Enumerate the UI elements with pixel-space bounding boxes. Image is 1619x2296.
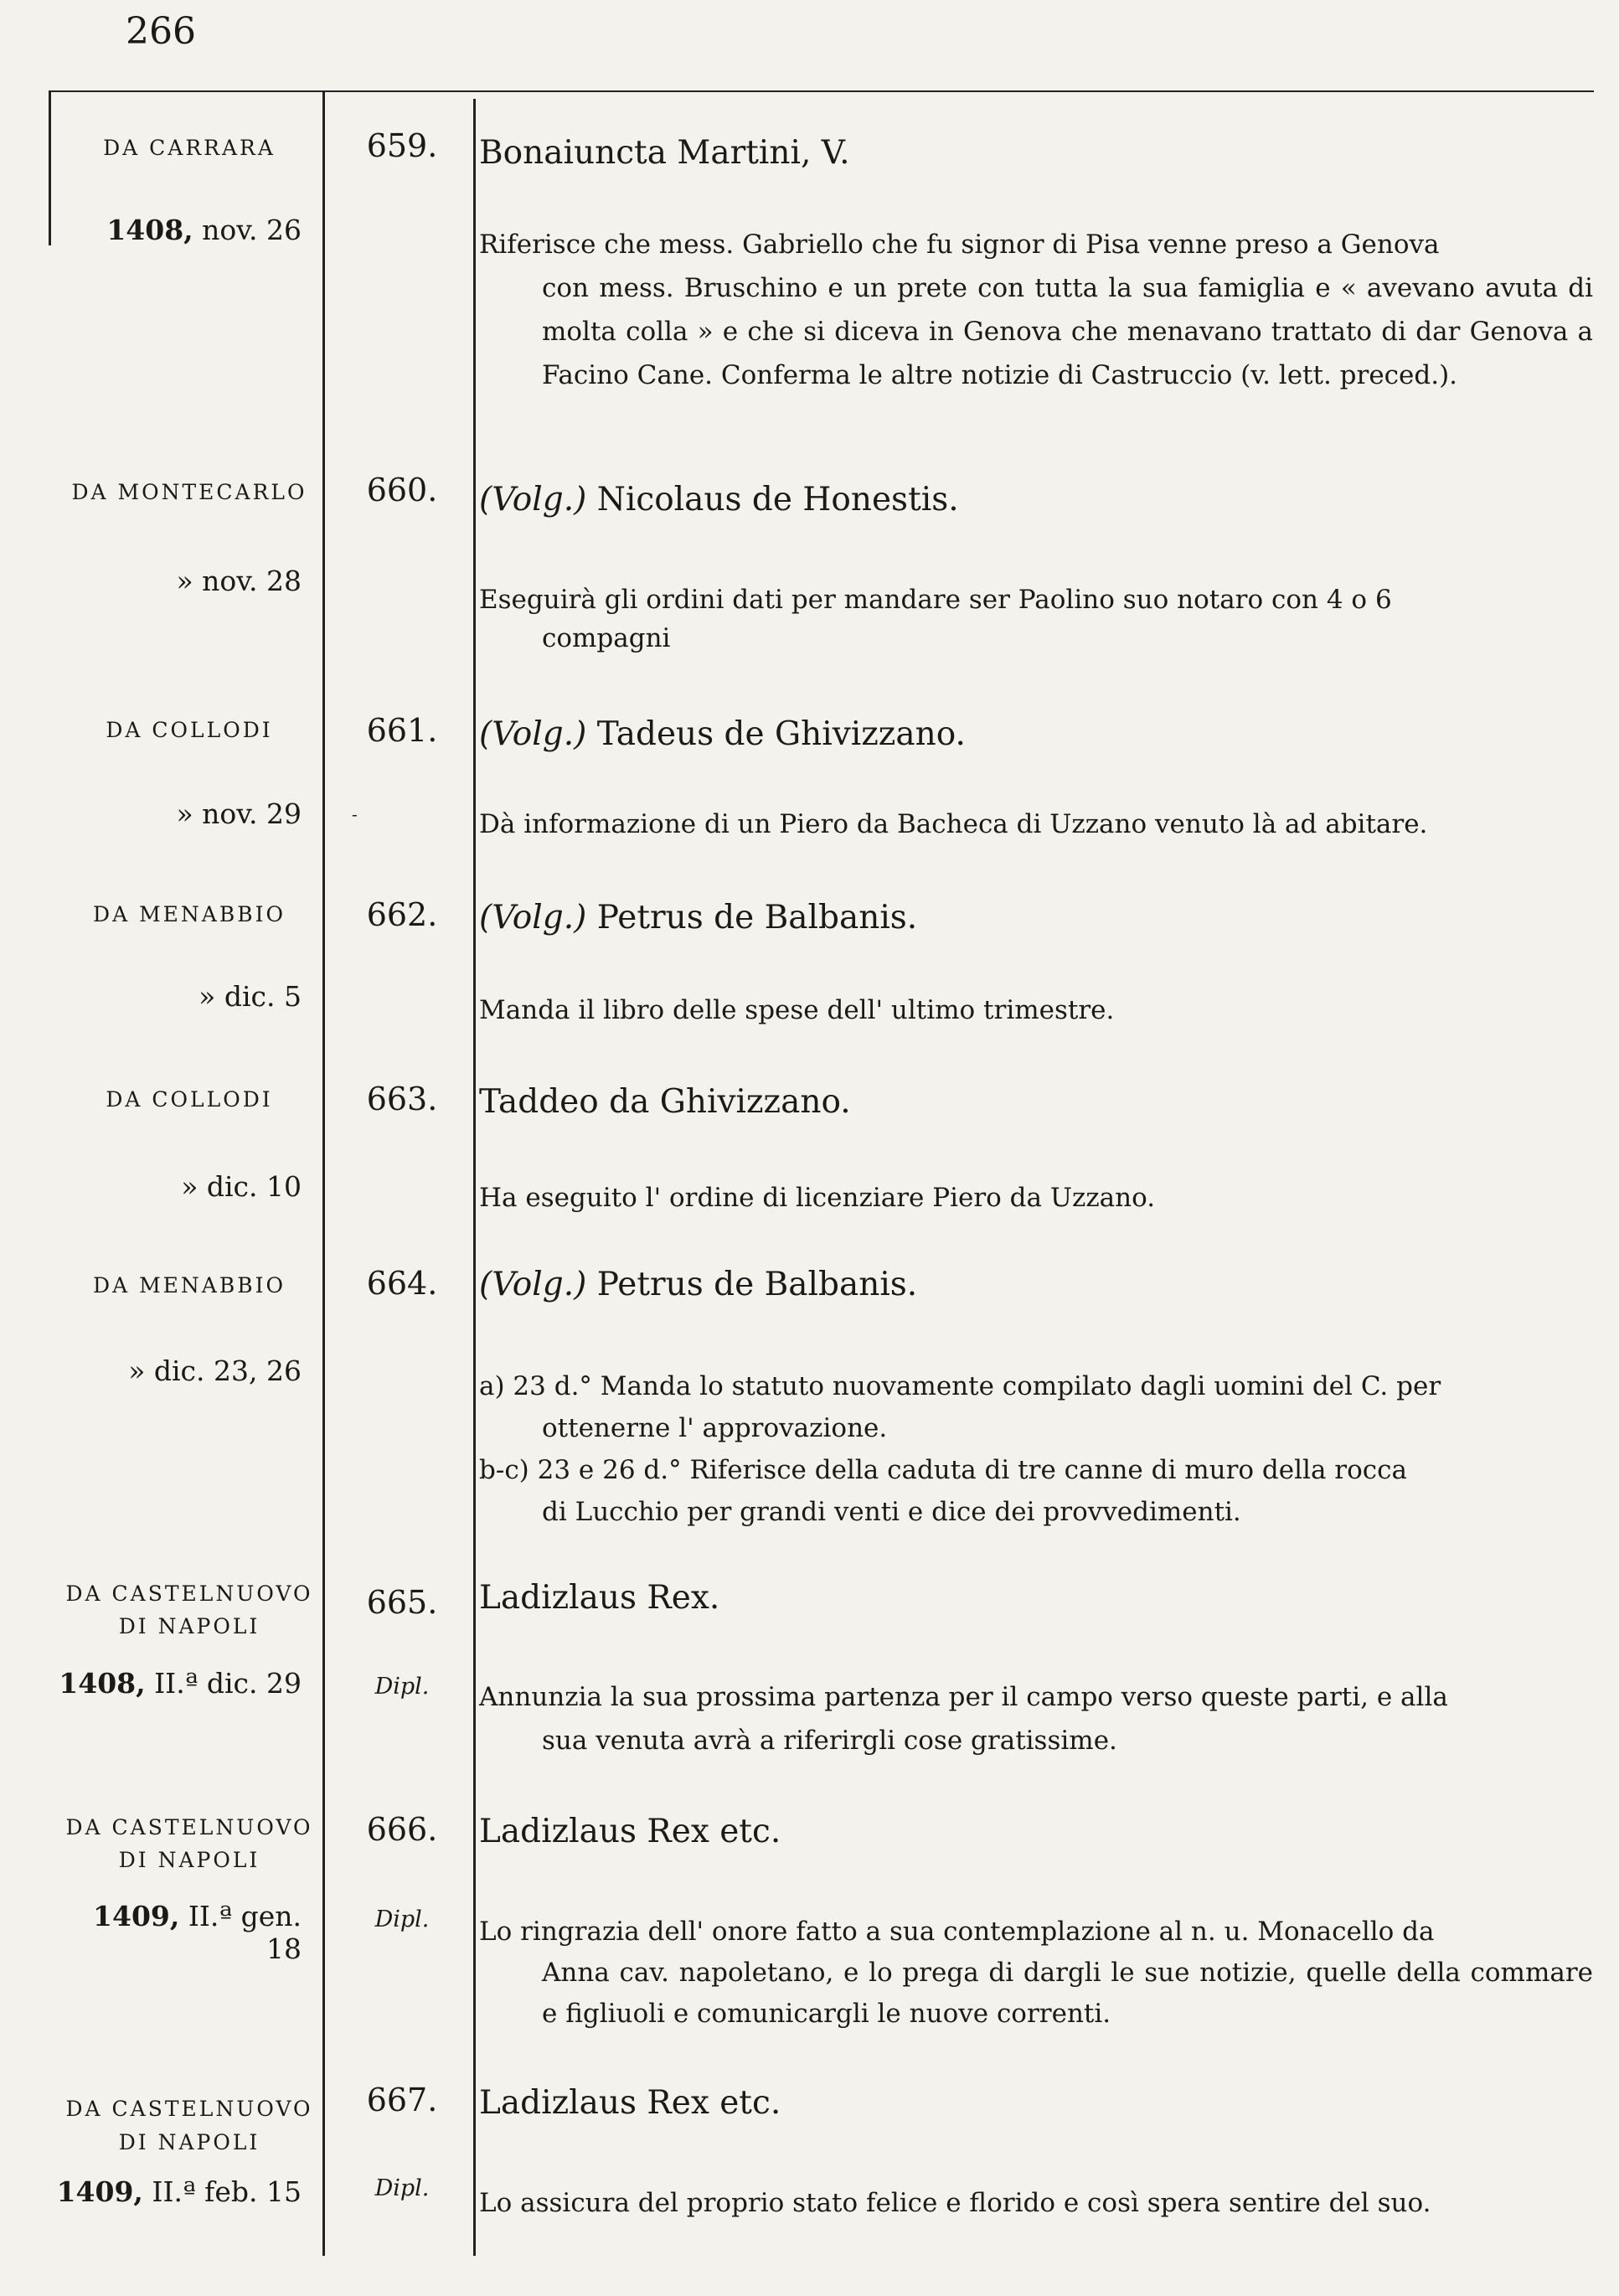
entry-sender: Ladizlaus Rex. [479,1579,720,1617]
entry-place-2: DI NAPOLI [118,1848,260,1872]
entry-number: 667. [366,2082,438,2118]
column-rule-date [322,90,325,2256]
entry-date: » dic. 23, 26 [128,1354,302,1387]
entry-number: 661. [366,712,438,749]
entry-place: DA COLLODI [106,718,273,742]
entry-number: 665. [366,1584,438,1621]
entry-place: DA CASTELNUOVO [65,1581,313,1606]
entry-date: » nov. 28 [176,565,302,597]
entry-summary: Manda il libro delle spese dell' ultimo trimestre. [479,995,1115,1025]
entry-dipl: Dipl. [374,1906,430,1932]
entry-number: 666. [366,1811,438,1848]
entry-number: 664. [366,1265,438,1302]
entry-summary: Riferisce che mess. Gabriello che fu signor di Pisa venne preso a Genova con mess. Bruschino e un prete con tutta la sua famiglia e « avevano avuta di molta colla » e che si diceva in Genova che menavano trattato di dar Genova a Facino Cane. Conferma le altre notizie di Castruccio (v. lett. preced.). [479,230,1593,390]
entry-summary: Dà informazione di un Piero da Bacheca di Uzzano venuto là ad abitare. [479,809,1428,839]
entry-date: » nov. 29 [176,797,302,830]
entry-number: 660. [366,472,438,508]
entry-place: DA CASTELNUOVO [65,2097,313,2121]
entry-date: 1408, II.ª dic. 29 [59,1667,302,1700]
entry-sender: Ladizlaus Rex etc. [479,1813,781,1850]
entry-number: 659. [366,127,438,164]
entry-place: DA CASTELNUOVO [65,1815,313,1839]
entry-summary: Ha eseguito l' ordine di licenziare Piero da Uzzano. [479,1183,1156,1213]
entry-dipl: Dipl. [374,1674,430,1700]
entry-number: 663. [366,1081,438,1117]
entry-sender: Bonaiuncta Martini, V. [479,134,850,172]
entry-place-2: DI NAPOLI [118,2130,260,2154]
entry-sender: (Volg.) Petrus de Balbanis. [479,899,918,936]
entry-date: 1409, II.ª gen. 18 [93,1900,302,1965]
entry-place: DA MENABBIO [93,902,286,926]
entry-date: » dic. 10 [181,1170,302,1203]
entry-sender: Ladizlaus Rex etc. [479,2084,781,2122]
entry-dash: - [352,804,358,824]
entry-number: 662. [366,896,438,933]
entry-sender: (Volg.) Nicolaus de Honestis. [479,481,959,519]
entry-sender: Taddeo da Ghivizzano. [479,1083,851,1121]
entry-date: 1409, II.ª feb. 15 [56,2175,302,2208]
entry-place: DA CARRARA [103,136,276,160]
entry-date: 1408, nov. 26 [106,214,302,246]
entry-sender: (Volg.) Petrus de Balbanis. [479,1266,918,1303]
entry-summary: a) 23 d.° Manda lo statuto nuovamente compilato dagli uomini del C. per ottenerne l' approvazione. b-c) 23 e 26 d.° Riferisce della caduta di tre canne di muro della rocca di Lucchio per grandi venti e dice dei provvedimenti. [479,1371,1441,1527]
top-rule [49,90,1594,92]
entry-place: DA COLLODI [106,1087,273,1112]
entry-place: DA MONTECARLO [71,480,307,504]
entry-summary: Lo assicura del proprio stato felice e florido e così spera sentire del suo. [479,2188,1431,2218]
entry-summary: Annunzia la sua prossima partenza per il campo verso queste parti, e alla sua venuta avrà a riferirgli cose gratissime. [479,1682,1448,1756]
entry-sender: (Volg.) Tadeus de Ghivizzano. [479,715,966,753]
page-number: 266 [126,10,196,53]
column-rule-number [473,99,476,2256]
entry-place-2: DI NAPOLI [118,1614,260,1638]
entry-dipl: Dipl. [374,2175,430,2201]
entry-place: DA MENABBIO [93,1273,286,1298]
entry-summary: Eseguirà gli ordini dati per mandare ser Paolino suo notaro con 4 o 6 compagni [479,585,1392,653]
entry-summary: Lo ringrazia dell' onore fatto a sua contemplazione al n. u. Monacello da Anna cav. napoletano, e lo prega di dargli le sue notizie, quelle della commare e figliuoli e comunicargli le nuove correnti. [479,1917,1593,2029]
entry-date: » dic. 5 [199,980,302,1013]
